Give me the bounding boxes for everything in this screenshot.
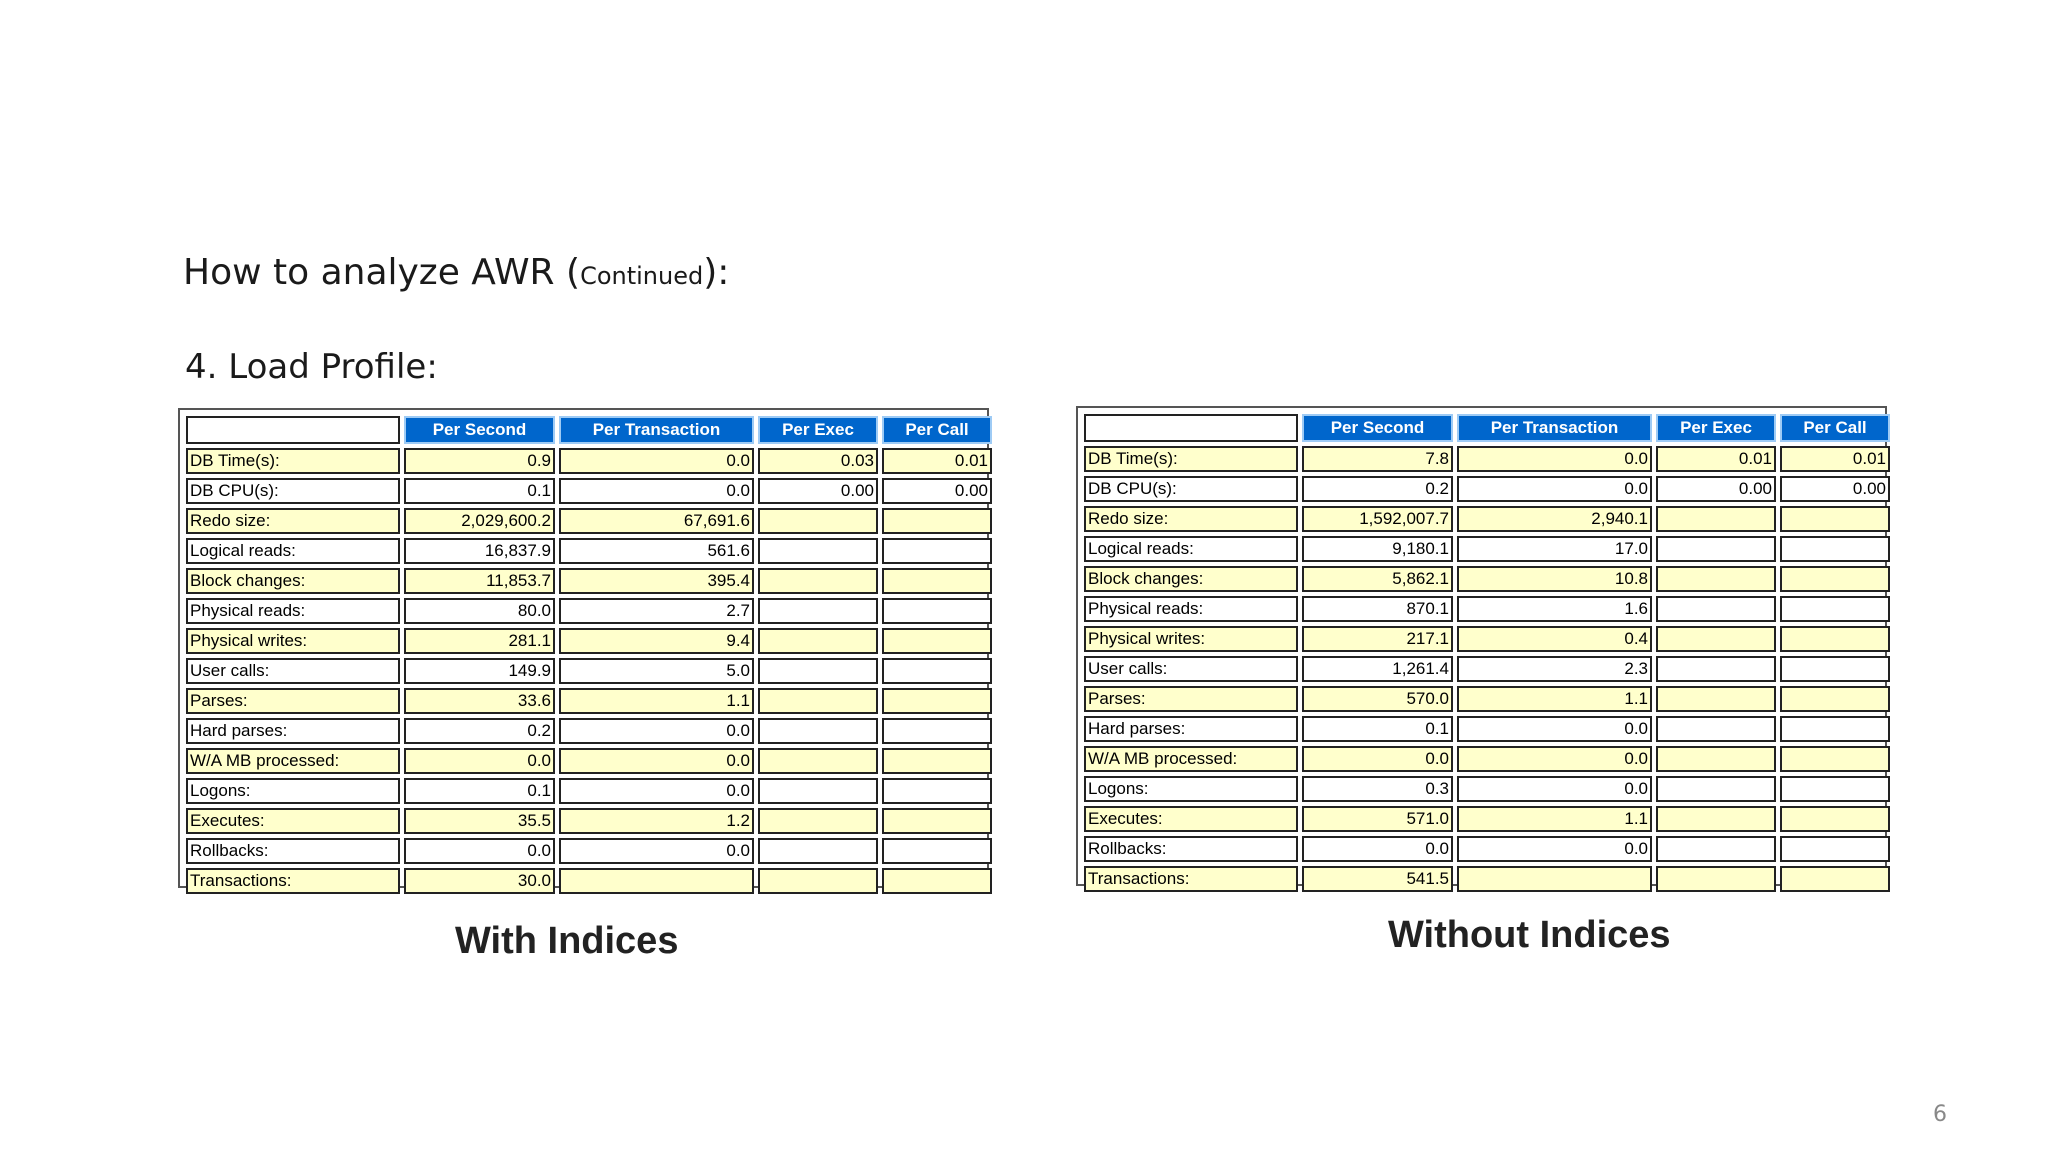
row-label-cell: Redo size: <box>1084 506 1298 532</box>
per-call-cell <box>1780 836 1890 862</box>
per-call-cell <box>882 688 992 714</box>
per-exec-cell <box>1656 596 1776 622</box>
per-second-cell: 0.3 <box>1302 776 1453 802</box>
per-exec-cell <box>758 508 878 534</box>
table-row <box>1084 566 1890 592</box>
per-call-cell <box>1780 746 1890 772</box>
per-call-cell <box>1780 596 1890 622</box>
section-heading: 4. Load Profile: <box>185 347 438 387</box>
per-exec-cell <box>1656 656 1776 682</box>
per-exec-cell <box>758 838 878 864</box>
header-per-exec: Per Exec <box>1656 414 1776 442</box>
row-label-cell: Physical reads: <box>186 598 400 624</box>
caption-with-indices: With Indices <box>455 920 679 962</box>
row-label-cell: Physical writes: <box>1084 626 1298 652</box>
per-call-cell <box>1780 536 1890 562</box>
per-second-cell: 1,261.4 <box>1302 656 1453 682</box>
per-exec-cell: 0.00 <box>758 478 878 504</box>
per-exec-cell <box>1656 506 1776 532</box>
per-call-cell <box>882 538 992 564</box>
per-transaction-cell: 0.4 <box>1457 626 1652 652</box>
per-transaction-cell: 5.0 <box>559 658 754 684</box>
per-second-cell: 9,180.1 <box>1302 536 1453 562</box>
caption-without-indices: Without Indices <box>1388 914 1671 956</box>
table-header-row <box>186 416 992 444</box>
load-profile-table <box>182 412 996 898</box>
per-transaction-cell: 9.4 <box>559 628 754 654</box>
per-call-cell: 0.01 <box>1780 446 1890 472</box>
per-second-cell: 30.0 <box>404 868 555 894</box>
per-second-cell: 281.1 <box>404 628 555 654</box>
per-exec-cell <box>758 568 878 594</box>
table-row <box>1084 866 1890 892</box>
per-second-cell: 80.0 <box>404 598 555 624</box>
per-exec-cell <box>1656 866 1776 892</box>
per-call-cell: 0.01 <box>882 448 992 474</box>
header-per-transaction: Per Transaction <box>1457 414 1652 442</box>
per-transaction-cell: 0.0 <box>559 838 754 864</box>
per-exec-cell <box>1656 686 1776 712</box>
per-exec-cell <box>758 658 878 684</box>
per-transaction-cell <box>1457 866 1652 892</box>
table-row <box>1084 446 1890 472</box>
row-label-cell: Rollbacks: <box>186 838 400 864</box>
row-label-cell: Block changes: <box>1084 566 1298 592</box>
per-transaction-cell: 0.0 <box>559 778 754 804</box>
per-second-cell: 0.0 <box>404 748 555 774</box>
header-blank-cell <box>1084 414 1298 442</box>
per-call-cell <box>1780 626 1890 652</box>
per-call-cell <box>1780 686 1890 712</box>
per-exec-cell: 0.03 <box>758 448 878 474</box>
per-call-cell <box>1780 776 1890 802</box>
row-label-cell: W/A MB processed: <box>1084 746 1298 772</box>
per-exec-cell <box>758 598 878 624</box>
row-label-cell: Executes: <box>1084 806 1298 832</box>
per-second-cell: 35.5 <box>404 808 555 834</box>
per-second-cell: 0.1 <box>1302 716 1453 742</box>
table-row <box>186 448 992 474</box>
per-call-cell <box>882 598 992 624</box>
header-blank-cell <box>186 416 400 444</box>
per-call-cell <box>882 628 992 654</box>
row-label-cell: Transactions: <box>1084 866 1298 892</box>
table-row <box>186 808 992 834</box>
per-exec-cell <box>758 538 878 564</box>
table-row <box>1084 626 1890 652</box>
per-exec-cell <box>758 628 878 654</box>
row-label-cell: Physical reads: <box>1084 596 1298 622</box>
per-transaction-cell: 561.6 <box>559 538 754 564</box>
per-call-cell <box>882 838 992 864</box>
table-row <box>186 778 992 804</box>
per-second-cell: 149.9 <box>404 658 555 684</box>
per-transaction-cell: 0.0 <box>559 448 754 474</box>
per-transaction-cell: 1.1 <box>1457 806 1652 832</box>
per-transaction-cell: 0.0 <box>559 478 754 504</box>
slide-title-continued: Continued <box>580 262 704 290</box>
per-exec-cell: 0.00 <box>1656 476 1776 502</box>
table-row <box>1084 686 1890 712</box>
row-label-cell: DB CPU(s): <box>186 478 400 504</box>
per-exec-cell <box>1656 836 1776 862</box>
table-row <box>1084 656 1890 682</box>
row-label-cell: Transactions: <box>186 868 400 894</box>
table-row <box>1084 476 1890 502</box>
per-transaction-cell: 17.0 <box>1457 536 1652 562</box>
load-profile-table <box>1080 410 1894 896</box>
load-profile-table-with-indices <box>178 408 989 888</box>
row-label-cell: W/A MB processed: <box>186 748 400 774</box>
table-row <box>186 478 992 504</box>
per-second-cell: 870.1 <box>1302 596 1453 622</box>
per-second-cell: 0.2 <box>404 718 555 744</box>
header-per-second: Per Second <box>404 416 555 444</box>
table-row <box>186 718 992 744</box>
per-transaction-cell: 2,940.1 <box>1457 506 1652 532</box>
per-exec-cell <box>1656 806 1776 832</box>
per-second-cell: 11,853.7 <box>404 568 555 594</box>
per-exec-cell <box>758 778 878 804</box>
table-row <box>186 568 992 594</box>
per-call-cell <box>882 778 992 804</box>
table-row <box>186 748 992 774</box>
table-row <box>1084 596 1890 622</box>
per-second-cell: 7.8 <box>1302 446 1453 472</box>
per-transaction-cell: 67,691.6 <box>559 508 754 534</box>
per-call-cell <box>1780 656 1890 682</box>
per-second-cell: 2,029,600.2 <box>404 508 555 534</box>
table-row <box>186 838 992 864</box>
per-transaction-cell: 0.0 <box>1457 476 1652 502</box>
per-call-cell <box>882 568 992 594</box>
row-label-cell: Executes: <box>186 808 400 834</box>
per-exec-cell <box>758 718 878 744</box>
slide-title-main: How to analyze AWR ( <box>183 252 581 293</box>
row-label-cell: Logons: <box>186 778 400 804</box>
per-transaction-cell: 0.0 <box>1457 776 1652 802</box>
per-exec-cell <box>1656 716 1776 742</box>
slide-title <box>183 252 729 293</box>
per-exec-cell <box>1656 536 1776 562</box>
per-second-cell: 541.5 <box>1302 866 1453 892</box>
per-second-cell: 570.0 <box>1302 686 1453 712</box>
row-label-cell: User calls: <box>1084 656 1298 682</box>
per-second-cell: 1,592,007.7 <box>1302 506 1453 532</box>
per-second-cell: 0.0 <box>404 838 555 864</box>
per-call-cell: 0.00 <box>1780 476 1890 502</box>
per-call-cell <box>1780 566 1890 592</box>
header-per-call: Per Call <box>882 416 992 444</box>
per-transaction-cell <box>559 868 754 894</box>
per-exec-cell <box>758 748 878 774</box>
per-exec-cell <box>758 868 878 894</box>
per-exec-cell <box>758 688 878 714</box>
table-row <box>1084 836 1890 862</box>
per-call-cell <box>1780 806 1890 832</box>
per-exec-cell <box>1656 566 1776 592</box>
slide-title-end: ): <box>703 252 730 293</box>
table-row <box>1084 506 1890 532</box>
row-label-cell: Logical reads: <box>186 538 400 564</box>
table-row <box>1084 536 1890 562</box>
row-label-cell: Parses: <box>1084 686 1298 712</box>
row-label-cell: Hard parses: <box>1084 716 1298 742</box>
per-call-cell <box>882 508 992 534</box>
per-exec-cell: 0.01 <box>1656 446 1776 472</box>
row-label-cell: Block changes: <box>186 568 400 594</box>
per-second-cell: 0.0 <box>1302 836 1453 862</box>
per-exec-cell <box>1656 776 1776 802</box>
per-call-cell <box>882 868 992 894</box>
header-per-exec: Per Exec <box>758 416 878 444</box>
per-transaction-cell: 0.0 <box>1457 746 1652 772</box>
header-per-transaction: Per Transaction <box>559 416 754 444</box>
per-call-cell <box>882 808 992 834</box>
table-row <box>186 628 992 654</box>
table-row <box>186 538 992 564</box>
per-call-cell <box>882 718 992 744</box>
per-transaction-cell: 395.4 <box>559 568 754 594</box>
per-second-cell: 33.6 <box>404 688 555 714</box>
per-call-cell <box>1780 716 1890 742</box>
per-transaction-cell: 1.1 <box>1457 686 1652 712</box>
table-row <box>186 598 992 624</box>
per-transaction-cell: 0.0 <box>1457 836 1652 862</box>
row-label-cell: Parses: <box>186 688 400 714</box>
per-second-cell: 0.2 <box>1302 476 1453 502</box>
table-row <box>186 508 992 534</box>
table-row <box>186 688 992 714</box>
per-transaction-cell: 1.6 <box>1457 596 1652 622</box>
load-profile-table-without-indices <box>1076 406 1887 886</box>
per-transaction-cell: 2.3 <box>1457 656 1652 682</box>
per-second-cell: 217.1 <box>1302 626 1453 652</box>
table-row <box>186 658 992 684</box>
per-call-cell: 0.00 <box>882 478 992 504</box>
per-second-cell: 0.1 <box>404 478 555 504</box>
per-second-cell: 5,862.1 <box>1302 566 1453 592</box>
table-row <box>1084 806 1890 832</box>
row-label-cell: Redo size: <box>186 508 400 534</box>
per-call-cell <box>882 658 992 684</box>
row-label-cell: DB CPU(s): <box>1084 476 1298 502</box>
table-row <box>186 868 992 894</box>
per-transaction-cell: 0.0 <box>1457 446 1652 472</box>
row-label-cell: Physical writes: <box>186 628 400 654</box>
per-transaction-cell: 1.2 <box>559 808 754 834</box>
per-call-cell <box>1780 506 1890 532</box>
header-per-call: Per Call <box>1780 414 1890 442</box>
header-per-second: Per Second <box>1302 414 1453 442</box>
per-transaction-cell: 1.1 <box>559 688 754 714</box>
per-second-cell: 16,837.9 <box>404 538 555 564</box>
per-transaction-cell: 10.8 <box>1457 566 1652 592</box>
row-label-cell: Hard parses: <box>186 718 400 744</box>
per-second-cell: 571.0 <box>1302 806 1453 832</box>
per-transaction-cell: 0.0 <box>559 718 754 744</box>
per-exec-cell <box>1656 746 1776 772</box>
per-exec-cell <box>758 808 878 834</box>
table-header-row <box>1084 414 1890 442</box>
per-exec-cell <box>1656 626 1776 652</box>
per-second-cell: 0.0 <box>1302 746 1453 772</box>
per-transaction-cell: 0.0 <box>559 748 754 774</box>
per-transaction-cell: 0.0 <box>1457 716 1652 742</box>
row-label-cell: Rollbacks: <box>1084 836 1298 862</box>
row-label-cell: DB Time(s): <box>186 448 400 474</box>
page-number: 6 <box>1933 1102 1947 1127</box>
row-label-cell: Logons: <box>1084 776 1298 802</box>
row-label-cell: DB Time(s): <box>1084 446 1298 472</box>
per-second-cell: 0.9 <box>404 448 555 474</box>
per-call-cell <box>1780 866 1890 892</box>
table-row <box>1084 716 1890 742</box>
row-label-cell: User calls: <box>186 658 400 684</box>
per-second-cell: 0.1 <box>404 778 555 804</box>
table-row <box>1084 746 1890 772</box>
table-row <box>1084 776 1890 802</box>
per-transaction-cell: 2.7 <box>559 598 754 624</box>
row-label-cell: Logical reads: <box>1084 536 1298 562</box>
per-call-cell <box>882 748 992 774</box>
